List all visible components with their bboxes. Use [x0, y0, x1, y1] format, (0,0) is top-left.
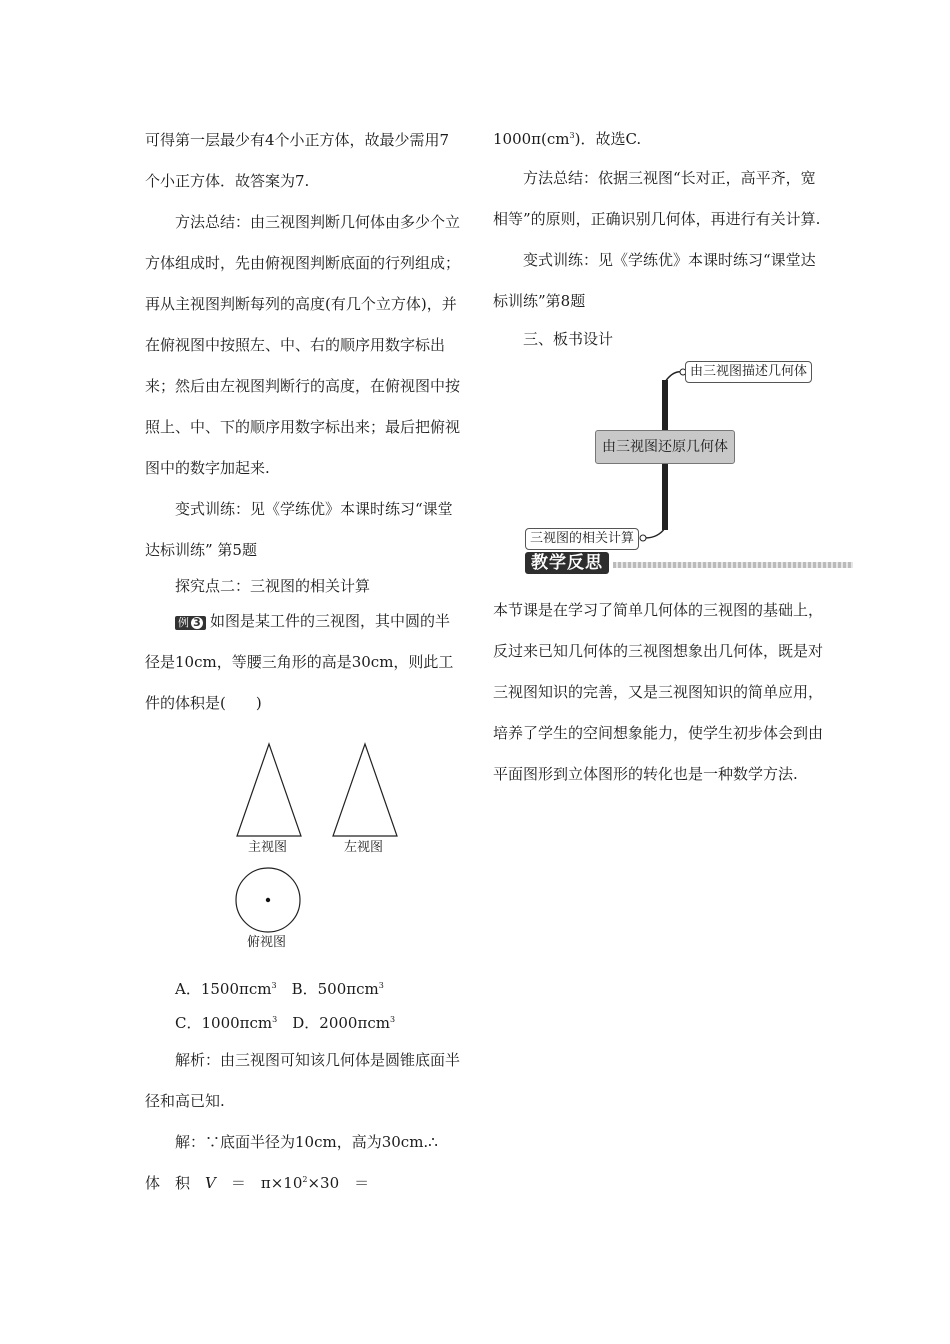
variant-training: 变式训练：见《学练优》本课时练习“课堂达标训练” 第5题 [145, 500, 453, 559]
method-summary-2: 方法总结：依据三视图“长对正，高平齐，宽相等”的原则，正确识别几何体，再进行有关计算. [493, 169, 821, 228]
analysis: 解析：由三视图可知该几何体是圆锥底面半径和高已知. [145, 1051, 461, 1110]
top-view-caption: 俯视图 [247, 935, 287, 950]
answer-line: $1000\pi(cm^3)$．故选C. [493, 130, 642, 148]
top-view-center-dot [266, 898, 270, 902]
example-badge: 例 3 [175, 616, 206, 630]
section-heading: 探究点二：三视图的相关计算 [175, 577, 371, 595]
paragraph-continuation: 可得第一层最少有4个小正方体，故最少需用7个小正方体．故答案为7. [145, 131, 450, 190]
three-view-drawing [145, 730, 463, 968]
side-view-triangle [333, 744, 397, 836]
three-view-figure [145, 730, 463, 968]
variant-training-2: 变式训练：见《学练优》本课时练习“课堂达标训练”第8题 [493, 251, 816, 310]
example-question: 例 3 如图是某工件的三视图，其中圆的半径是10cm，等腰三角形的高是30cm，则此工件的体积是( ) [145, 612, 454, 712]
reflection-text: 本节课是在学习了简单几何体的三视图的基础上，反过来已知几何体的三视图想象出几何体，既是对三视图知识的完善，又是三视图知识的简单应用，培养了学生的空间想象能力，使学生初步体会到由平面图形到立体图形的转化也是一种数学方法. [493, 601, 824, 783]
options-row-2: C．1000πcm$^3$ D．2000πcm$^3$ [175, 1014, 396, 1032]
front-view-triangle [237, 744, 301, 836]
options-row-1: A．1500πcm$^3$ B．500πcm$^3$ [175, 980, 384, 998]
board-mind-map [493, 360, 823, 550]
method-summary: 方法总结：由三视图判断几何体由多少个立方体组成时，先由俯视图判断底面的行列组成；再从主视图判断每列的高度(有几个立方体)，并在俯视图中按照左、中、右的顺序用数字标出来；然后由左视图判断行的高度，在俯视图中按照上、中、下的顺序用数字标出来；最后把俯视图中的数字加起来. [145, 213, 461, 477]
solution: 解：∵底面半径为10cm，高为30cm.∴ 体 积 V ＝ $\pi\times 10^2\times 30$ ＝ [145, 1133, 453, 1192]
mind-node-center: 由三视图还原几何体 [595, 430, 735, 464]
board-design-heading: 三、板书设计 [523, 330, 614, 348]
left-column [145, 120, 463, 1204]
mind-node-calculation: 三视图的相关计算 [525, 528, 639, 550]
mind-map-joint-bottom [640, 535, 646, 541]
reflection-dotted-rule [613, 562, 853, 568]
reflection-header [493, 552, 823, 576]
front-view-caption: 主视图 [248, 840, 288, 855]
mind-node-describe: 由三视图描述几何体 [685, 361, 812, 383]
side-view-caption: 左视图 [344, 840, 384, 855]
reflection-title: 教学反思 [525, 552, 609, 574]
right-column [493, 120, 823, 795]
